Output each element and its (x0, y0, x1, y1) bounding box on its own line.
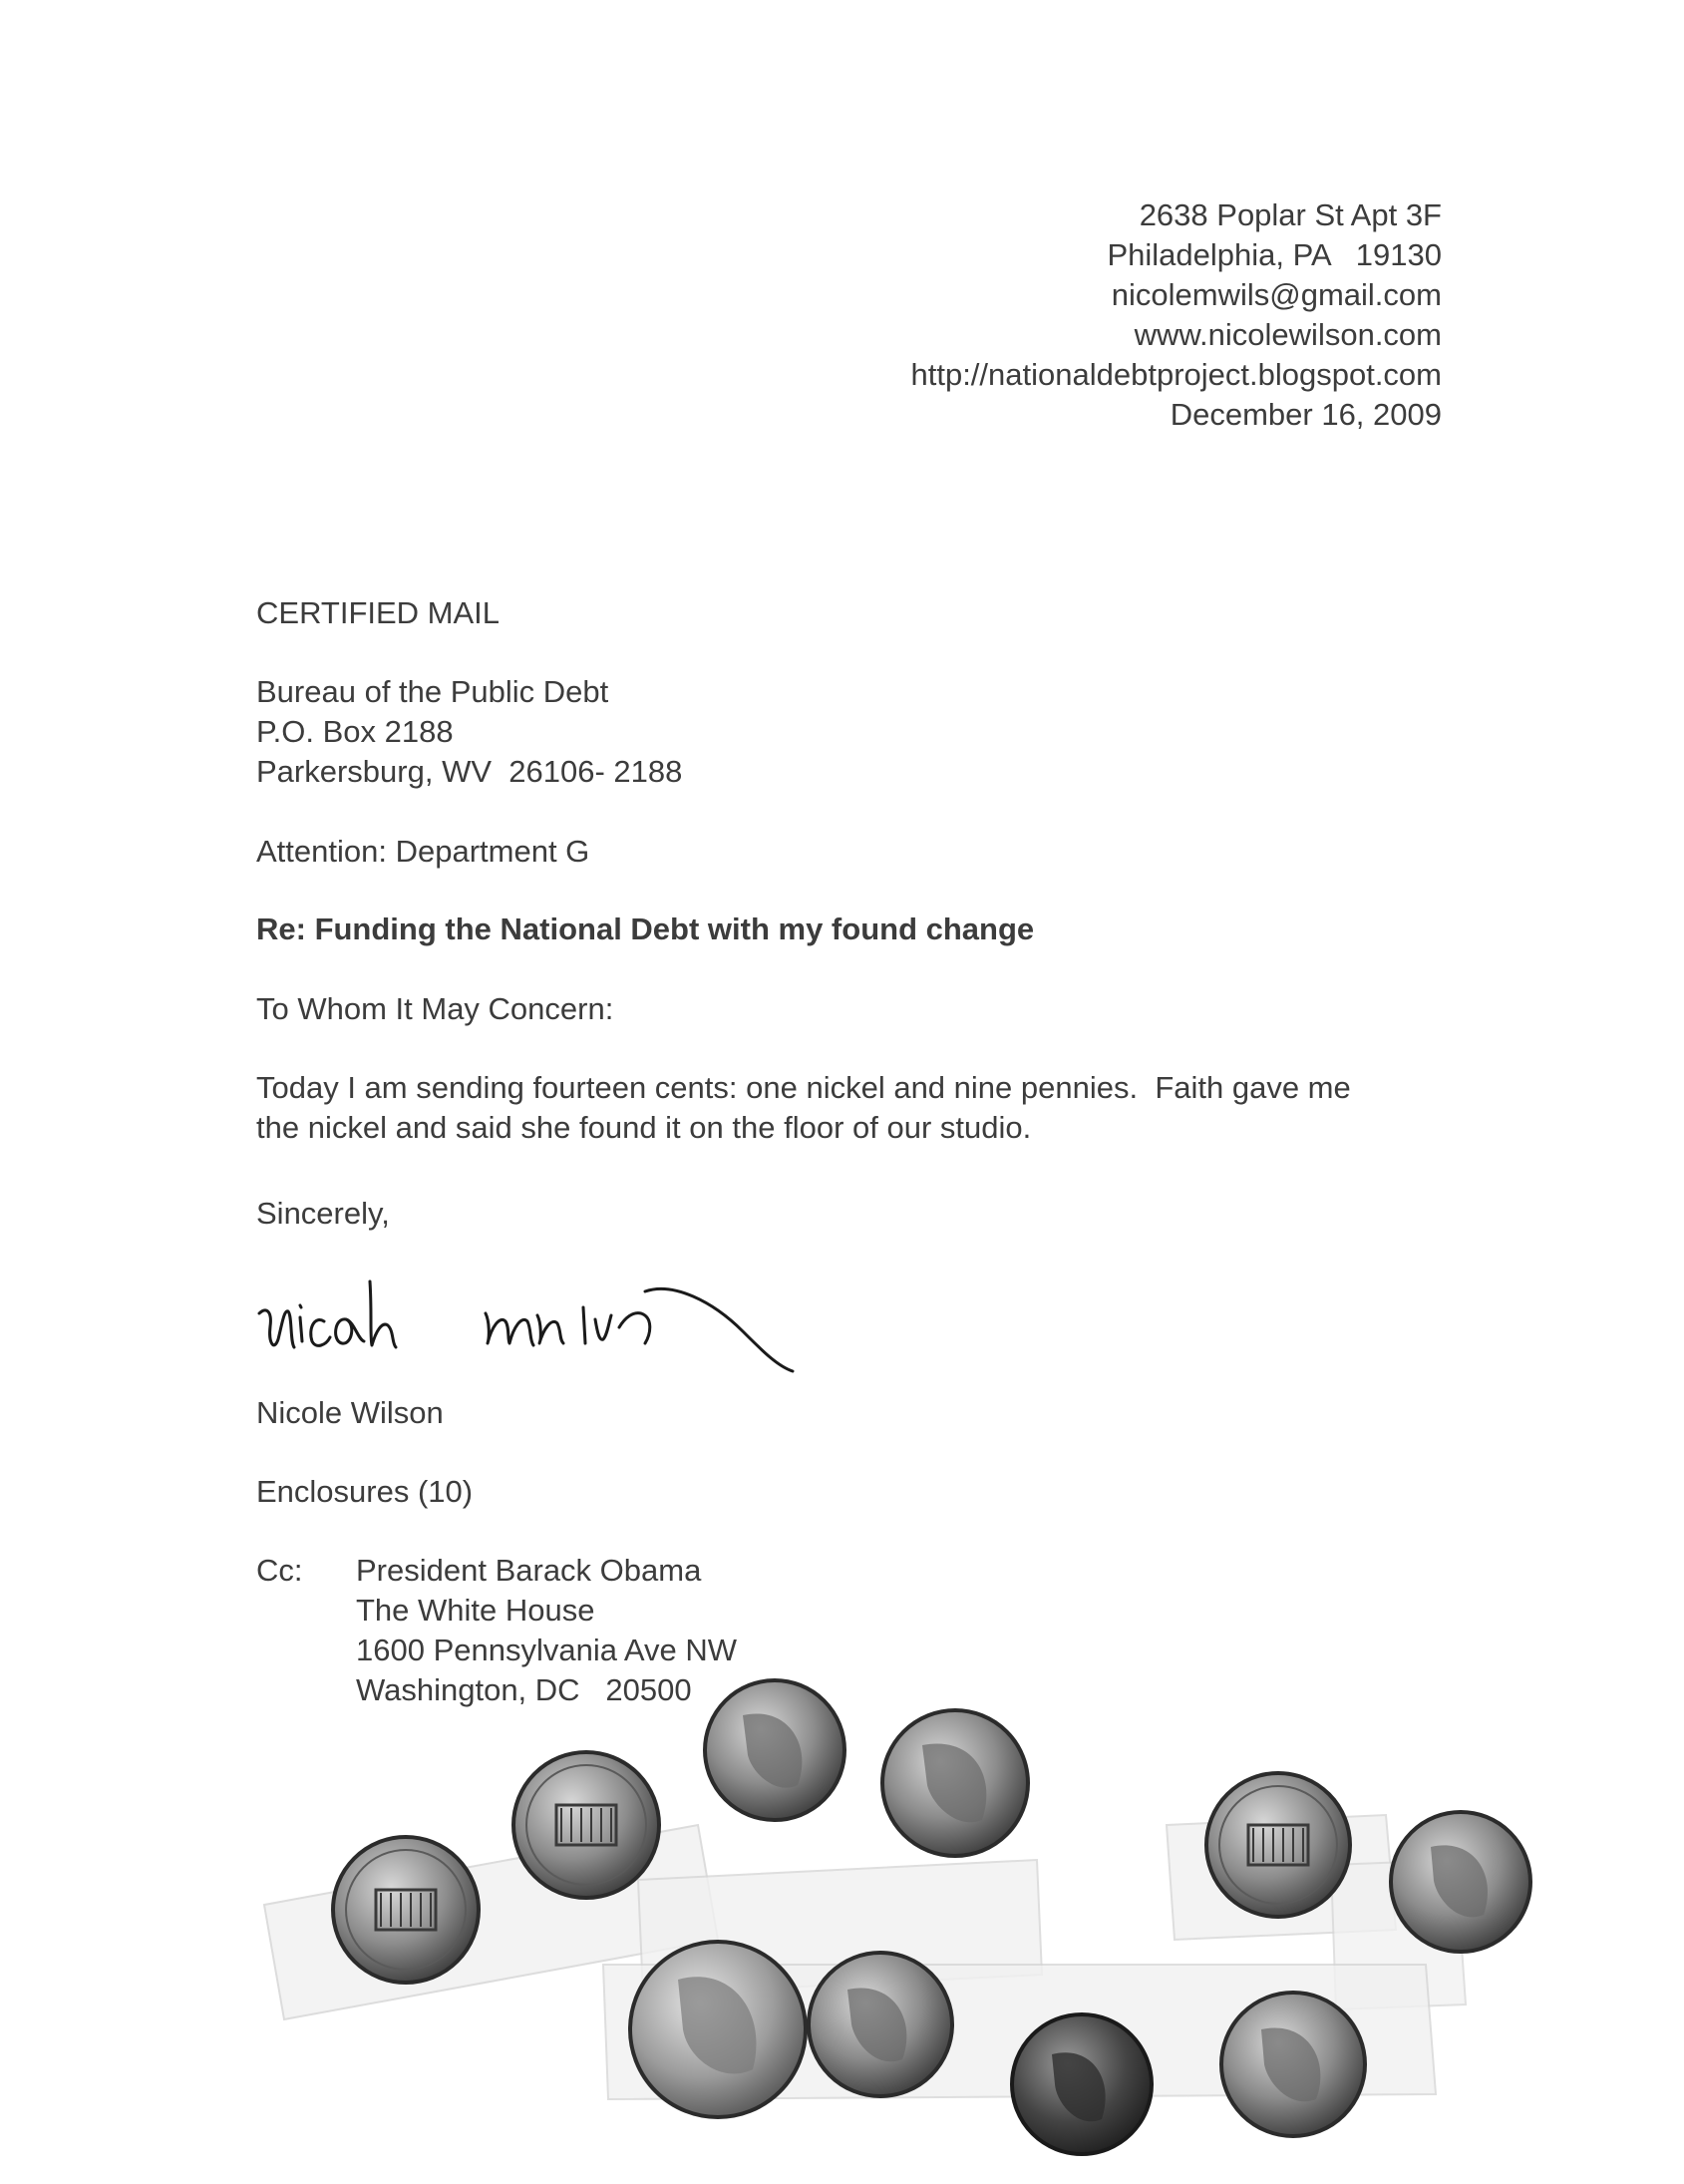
cc-org: The White House (356, 1593, 595, 1628)
recipient-city-line: Parkersburg, WV 26106- 2188 (256, 754, 683, 789)
coin-obverse-3 (809, 1953, 952, 2096)
sender-city-line: Philadelphia, PA 19130 (1107, 237, 1442, 272)
coin-reverse-1 (333, 1837, 479, 1983)
handwritten-signature (254, 1252, 813, 1381)
cc-label: Cc: (256, 1553, 303, 1588)
coin-reverse-2 (513, 1752, 659, 1898)
sender-email: nicolemwils@gmail.com (1111, 277, 1442, 312)
taped-coins (0, 1675, 1684, 2184)
coin-reverse-3 (1206, 1773, 1350, 1917)
subject-line: Re: Funding the National Debt with my found change (256, 911, 1035, 946)
coin-obverse-5 (1391, 1812, 1530, 1952)
sender-address-block (910, 195, 1442, 435)
sender-street: 2638 Poplar St Apt 3F (1139, 197, 1442, 232)
coin-obverse-4 (1221, 1993, 1365, 2136)
body-paragraph (256, 1068, 1351, 1148)
coin-obverse-2 (882, 1710, 1028, 1856)
mail-type: CERTIFIED MAIL (256, 595, 501, 630)
cc-name: President Barack Obama (356, 1553, 702, 1588)
body-line: Today I am sending fourteen cents: one nickel and nine pennies. Faith gave me (256, 1070, 1351, 1105)
cc-city-line: Washington, DC 20500 (356, 1672, 692, 1707)
sender-blog: http://nationaldebtproject.blogspot.com (910, 357, 1442, 392)
letter-date: December 16, 2009 (1170, 397, 1442, 432)
coin-obverse-dark (1012, 2014, 1152, 2154)
recipient-po-box: P.O. Box 2188 (256, 714, 454, 749)
salutation: To Whom It May Concern: (256, 991, 614, 1026)
enclosures-note: Enclosures (10) (256, 1474, 474, 1509)
attention-line: Attention: Department G (256, 834, 590, 869)
coin-obverse-1 (705, 1680, 844, 1820)
coin-nickel (630, 1942, 806, 2117)
cc-street: 1600 Pennsylvania Ave NW (356, 1633, 737, 1667)
body-line: the nickel and said she found it on the floor of our studio. (256, 1110, 1032, 1145)
sender-website: www.nicolewilson.com (1134, 317, 1442, 352)
recipient-address-block (256, 672, 682, 792)
recipient-name: Bureau of the Public Debt (256, 674, 609, 709)
signer-name: Nicole Wilson (256, 1395, 444, 1430)
closing: Sincerely, (256, 1196, 390, 1231)
